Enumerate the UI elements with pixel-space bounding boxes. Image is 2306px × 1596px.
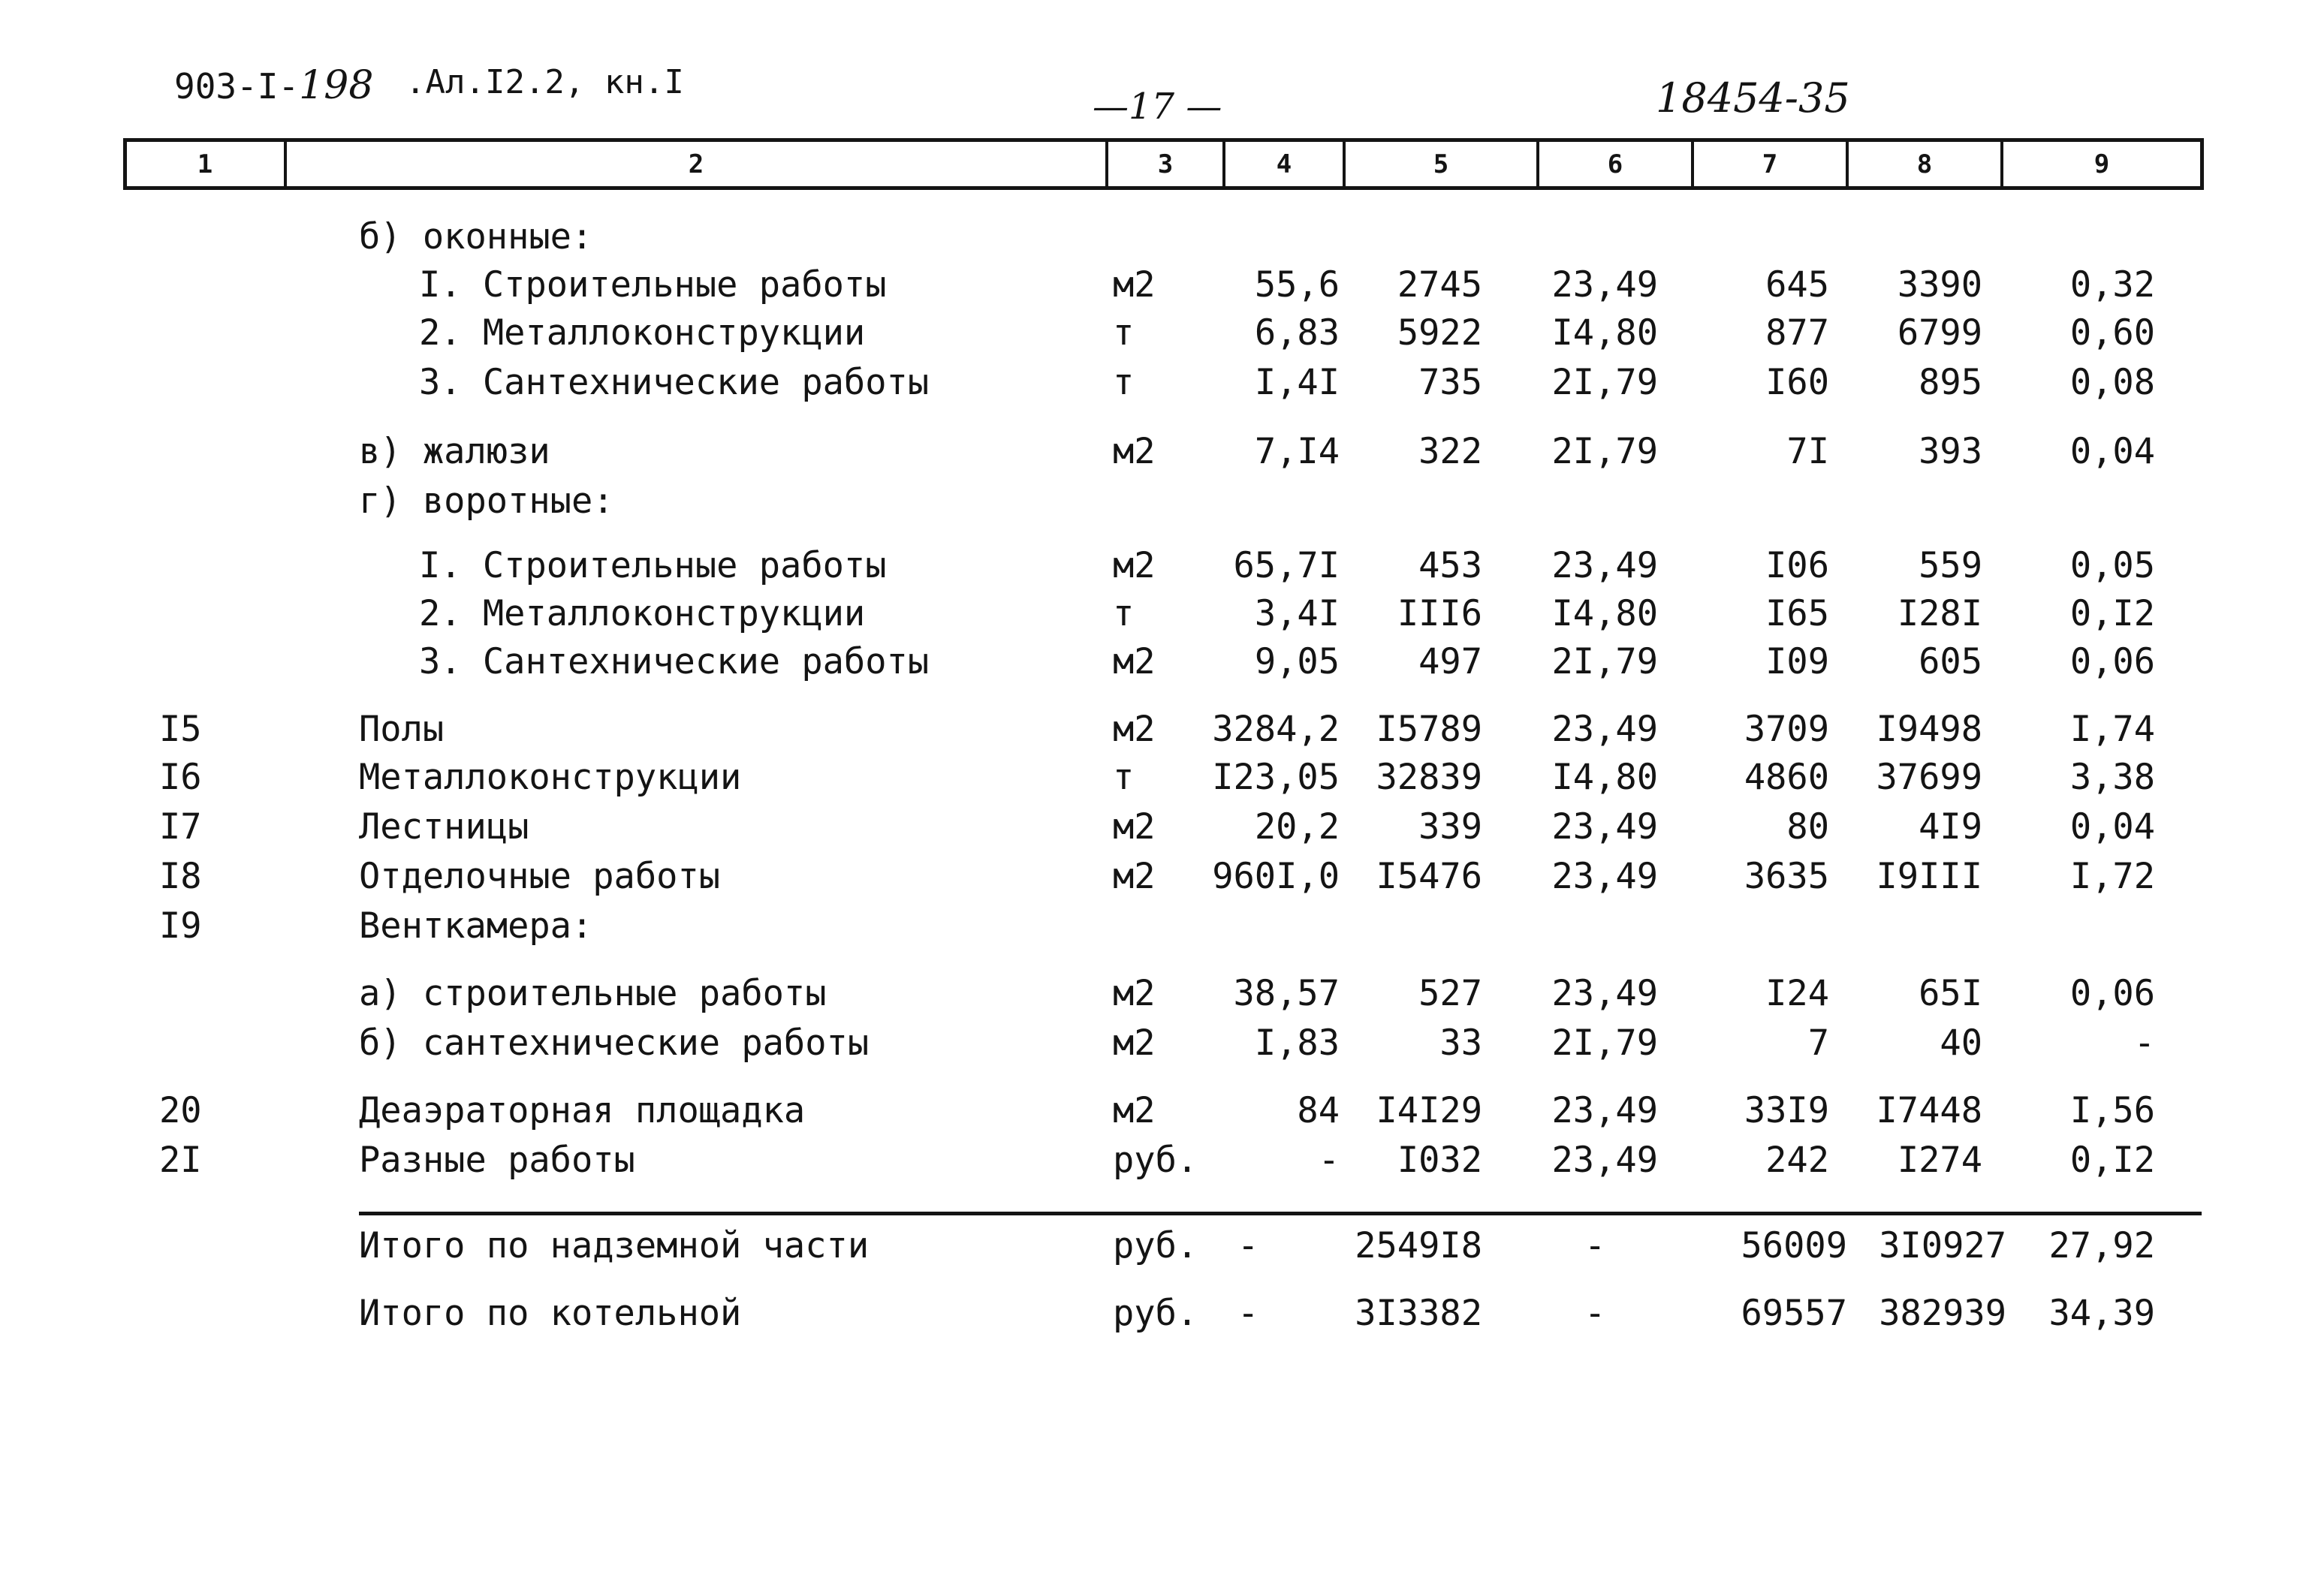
row-value-c7: 3709 bbox=[1744, 709, 1829, 750]
row-value-c9: 0,I2 bbox=[2069, 593, 2155, 634]
row-value-c5: 339 bbox=[1418, 806, 1482, 848]
row-number: 20 bbox=[159, 1090, 202, 1131]
row-name: Полы bbox=[359, 709, 445, 750]
row-unit: м2 bbox=[1113, 1090, 1156, 1131]
row-number: I9 bbox=[159, 905, 202, 947]
row-number: 2I bbox=[159, 1140, 202, 1181]
row-value-c4: 20,2 bbox=[1254, 806, 1340, 848]
row-value-c8: I274 bbox=[1897, 1140, 1982, 1181]
row-value-c7: I65 bbox=[1765, 593, 1829, 634]
total-name: Итого по надземной части bbox=[359, 1225, 870, 1266]
row-value-c7: 4860 bbox=[1744, 757, 1829, 798]
row-value-c8: 4I9 bbox=[1919, 806, 1982, 848]
total-value-c6: - bbox=[1584, 1225, 1606, 1266]
row-name: Металлоконструкции bbox=[359, 757, 742, 798]
row-value-c9: I,56 bbox=[2069, 1090, 2155, 1131]
row-value-c8: 65I bbox=[1919, 973, 1982, 1014]
document-reference: .Ал.I2.2, кн.I bbox=[405, 63, 684, 101]
row-name: а) строительные работы bbox=[359, 973, 827, 1014]
row-unit: м2 bbox=[1113, 709, 1156, 750]
row-value-c8: I9III bbox=[1876, 856, 1982, 897]
row-value-c4: 7,I4 bbox=[1254, 431, 1340, 472]
row-value-c5: 322 bbox=[1418, 431, 1482, 472]
column-header-7: 7 bbox=[1762, 149, 1778, 179]
row-value-c8: 559 bbox=[1919, 545, 1982, 586]
row-value-c4: 960I,0 bbox=[1212, 856, 1340, 897]
total-value-c6: - bbox=[1584, 1293, 1606, 1334]
row-unit: т bbox=[1113, 757, 1135, 798]
row-name: I. Строительные работы bbox=[419, 264, 887, 306]
row-name: в) жалюзи bbox=[359, 431, 550, 472]
document-code bbox=[174, 63, 374, 108]
row-value-c8: 895 bbox=[1919, 362, 1982, 403]
row-name: I. Строительные работы bbox=[419, 545, 887, 586]
row-value-c6: 2I,79 bbox=[1551, 1022, 1658, 1064]
total-value-c9: 27,92 bbox=[2048, 1225, 2155, 1266]
row-value-c5: 5922 bbox=[1397, 312, 1482, 354]
row-number: I5 bbox=[159, 709, 202, 750]
row-name: Разные работы bbox=[359, 1140, 635, 1181]
row-value-c7: I60 bbox=[1765, 362, 1829, 403]
row-name: 2. Металлоконструкции bbox=[419, 593, 866, 634]
column-header-4: 4 bbox=[1276, 149, 1292, 179]
row-value-c6: 23,49 bbox=[1551, 1140, 1658, 1181]
row-value-c9: 0,32 bbox=[2069, 264, 2155, 306]
row-value-c8: 40 bbox=[1940, 1022, 1982, 1064]
row-name: б) оконные: bbox=[359, 216, 593, 257]
row-value-c5: I032 bbox=[1397, 1140, 1482, 1181]
column-header-2: 2 bbox=[688, 149, 704, 179]
total-value-c8: 3I0927 bbox=[1879, 1225, 2006, 1266]
row-value-c8: 37699 bbox=[1876, 757, 1982, 798]
row-unit: м2 bbox=[1113, 856, 1156, 897]
row-unit: м2 bbox=[1113, 431, 1156, 472]
row-value-c7: 80 bbox=[1786, 806, 1829, 848]
row-name: Лестницы bbox=[359, 806, 529, 848]
row-name: 2. Металлоконструкции bbox=[419, 312, 866, 354]
row-value-c8: I9498 bbox=[1876, 709, 1982, 750]
total-name: Итого по котельной bbox=[359, 1293, 742, 1334]
row-value-c5: 735 bbox=[1418, 362, 1482, 403]
row-unit: т bbox=[1113, 312, 1135, 354]
row-value-c8: I28I bbox=[1897, 593, 1982, 634]
row-value-c4: I,83 bbox=[1254, 1022, 1340, 1064]
row-value-c7: I06 bbox=[1765, 545, 1829, 586]
row-value-c9: 0,06 bbox=[2069, 641, 2155, 682]
row-name: б) сантехнические работы bbox=[359, 1022, 870, 1064]
row-value-c9: I,72 bbox=[2069, 856, 2155, 897]
row-value-c7: 7I bbox=[1786, 431, 1829, 472]
column-header-8: 8 bbox=[1916, 149, 1933, 179]
row-value-c9: 0,60 bbox=[2069, 312, 2155, 354]
row-value-c6: 2I,79 bbox=[1551, 641, 1658, 682]
row-number: I6 bbox=[159, 757, 202, 798]
document-code-handwritten: 198 bbox=[299, 63, 374, 108]
row-value-c7: 3635 bbox=[1744, 856, 1829, 897]
row-value-c6: 23,49 bbox=[1551, 973, 1658, 1014]
row-value-c5: 33 bbox=[1439, 1022, 1482, 1064]
row-value-c5: 527 bbox=[1418, 973, 1482, 1014]
row-value-c5: 497 bbox=[1418, 641, 1482, 682]
row-unit: м2 bbox=[1113, 545, 1156, 586]
row-value-c5: I5476 bbox=[1376, 856, 1482, 897]
row-name: 3. Сантехнические работы bbox=[419, 362, 930, 403]
row-value-c9: - bbox=[2133, 1022, 2155, 1064]
row-value-c6: 23,49 bbox=[1551, 856, 1658, 897]
row-value-c4: I23,05 bbox=[1212, 757, 1340, 798]
row-unit: м2 bbox=[1113, 641, 1156, 682]
total-value-c5: 2549I8 bbox=[1355, 1225, 1482, 1266]
row-value-c7: 877 bbox=[1765, 312, 1829, 354]
row-value-c8: I7448 bbox=[1876, 1090, 1982, 1131]
row-value-c9: 0,04 bbox=[2069, 431, 2155, 472]
row-value-c4: 9,05 bbox=[1254, 641, 1340, 682]
row-value-c4: 6,83 bbox=[1254, 312, 1340, 354]
row-value-c8: 3390 bbox=[1897, 264, 1982, 306]
archive-number: 18454-35 bbox=[1656, 74, 1850, 122]
total-value-c7: 56009 bbox=[1741, 1225, 1847, 1266]
row-value-c7: 33I9 bbox=[1744, 1090, 1829, 1131]
row-value-c7: 7 bbox=[1807, 1022, 1829, 1064]
row-value-c9: 0,04 bbox=[2069, 806, 2155, 848]
row-value-c6: 2I,79 bbox=[1551, 431, 1658, 472]
row-value-c4: 3,4I bbox=[1254, 593, 1340, 634]
row-value-c6: 23,49 bbox=[1551, 545, 1658, 586]
row-value-c4: 84 bbox=[1297, 1090, 1340, 1131]
row-value-c8: 6799 bbox=[1897, 312, 1982, 354]
row-name: Венткамера: bbox=[359, 905, 593, 947]
row-value-c5: III6 bbox=[1397, 593, 1482, 634]
row-number: I8 bbox=[159, 856, 202, 897]
total-value-c4: - bbox=[1237, 1225, 1259, 1266]
row-value-c4: I,4I bbox=[1254, 362, 1340, 403]
row-value-c4: 55,6 bbox=[1254, 264, 1340, 306]
row-unit: т bbox=[1113, 362, 1135, 403]
row-value-c5: 32839 bbox=[1376, 757, 1482, 798]
row-unit: м2 bbox=[1113, 1022, 1156, 1064]
column-header-3: 3 bbox=[1157, 149, 1174, 179]
header-bottom-border bbox=[125, 186, 2202, 190]
row-value-c9: 0,08 bbox=[2069, 362, 2155, 403]
row-value-c9: 0,I2 bbox=[2069, 1140, 2155, 1181]
row-value-c6: 23,49 bbox=[1551, 806, 1658, 848]
row-value-c8: 605 bbox=[1919, 641, 1982, 682]
total-value-c8: 382939 bbox=[1879, 1293, 2006, 1334]
total-unit: руб. bbox=[1113, 1225, 1198, 1266]
header-top-border bbox=[125, 138, 2202, 142]
total-value-c4: - bbox=[1237, 1293, 1259, 1334]
column-header-1: 1 bbox=[197, 149, 213, 179]
total-value-c5: 3I3382 bbox=[1355, 1293, 1482, 1334]
row-value-c8: 393 bbox=[1919, 431, 1982, 472]
total-value-c7: 69557 bbox=[1741, 1293, 1847, 1334]
row-value-c6: 2I,79 bbox=[1551, 362, 1658, 403]
column-header-9: 9 bbox=[2093, 149, 2110, 179]
row-value-c6: I4,80 bbox=[1551, 593, 1658, 634]
row-name: Деаэраторная площадка bbox=[359, 1090, 806, 1131]
row-value-c4: 65,7I bbox=[1233, 545, 1340, 586]
column-header-6: 6 bbox=[1607, 149, 1623, 179]
row-value-c7: 242 bbox=[1765, 1140, 1829, 1181]
row-name: Отделочные работы bbox=[359, 856, 721, 897]
row-value-c6: 23,49 bbox=[1551, 1090, 1658, 1131]
page-number: —17 — bbox=[1093, 86, 1222, 128]
row-value-c6: 23,49 bbox=[1551, 709, 1658, 750]
row-value-c6: 23,49 bbox=[1551, 264, 1658, 306]
row-value-c4: - bbox=[1318, 1140, 1340, 1181]
row-name: 3. Сантехнические работы bbox=[419, 641, 930, 682]
row-value-c5: 2745 bbox=[1397, 264, 1482, 306]
row-value-c5: I5789 bbox=[1376, 709, 1482, 750]
column-header-5: 5 bbox=[1433, 149, 1449, 179]
row-value-c6: I4,80 bbox=[1551, 312, 1658, 354]
row-number: I7 bbox=[159, 806, 202, 848]
row-unit: руб. bbox=[1113, 1140, 1198, 1181]
row-value-c4: 3284,2 bbox=[1212, 709, 1340, 750]
row-value-c7: 645 bbox=[1765, 264, 1829, 306]
row-value-c5: I4I29 bbox=[1376, 1090, 1482, 1131]
row-value-c7: I24 bbox=[1765, 973, 1829, 1014]
row-value-c4: 38,57 bbox=[1233, 973, 1340, 1014]
row-value-c9: I,74 bbox=[2069, 709, 2155, 750]
row-unit: м2 bbox=[1113, 973, 1156, 1014]
row-unit: т bbox=[1113, 593, 1135, 634]
row-value-c9: 3,38 bbox=[2069, 757, 2155, 798]
row-value-c9: 0,05 bbox=[2069, 545, 2155, 586]
row-value-c5: 453 bbox=[1418, 545, 1482, 586]
row-value-c7: I09 bbox=[1765, 641, 1829, 682]
document-code-typed: 903-I- bbox=[174, 66, 300, 107]
row-unit: м2 bbox=[1113, 264, 1156, 306]
row-name: г) воротные: bbox=[359, 480, 614, 522]
total-value-c9: 34,39 bbox=[2048, 1293, 2155, 1334]
totals-separator bbox=[359, 1212, 2202, 1215]
total-unit: руб. bbox=[1113, 1293, 1198, 1334]
row-unit: м2 bbox=[1113, 806, 1156, 848]
row-value-c9: 0,06 bbox=[2069, 973, 2155, 1014]
row-value-c6: I4,80 bbox=[1551, 757, 1658, 798]
